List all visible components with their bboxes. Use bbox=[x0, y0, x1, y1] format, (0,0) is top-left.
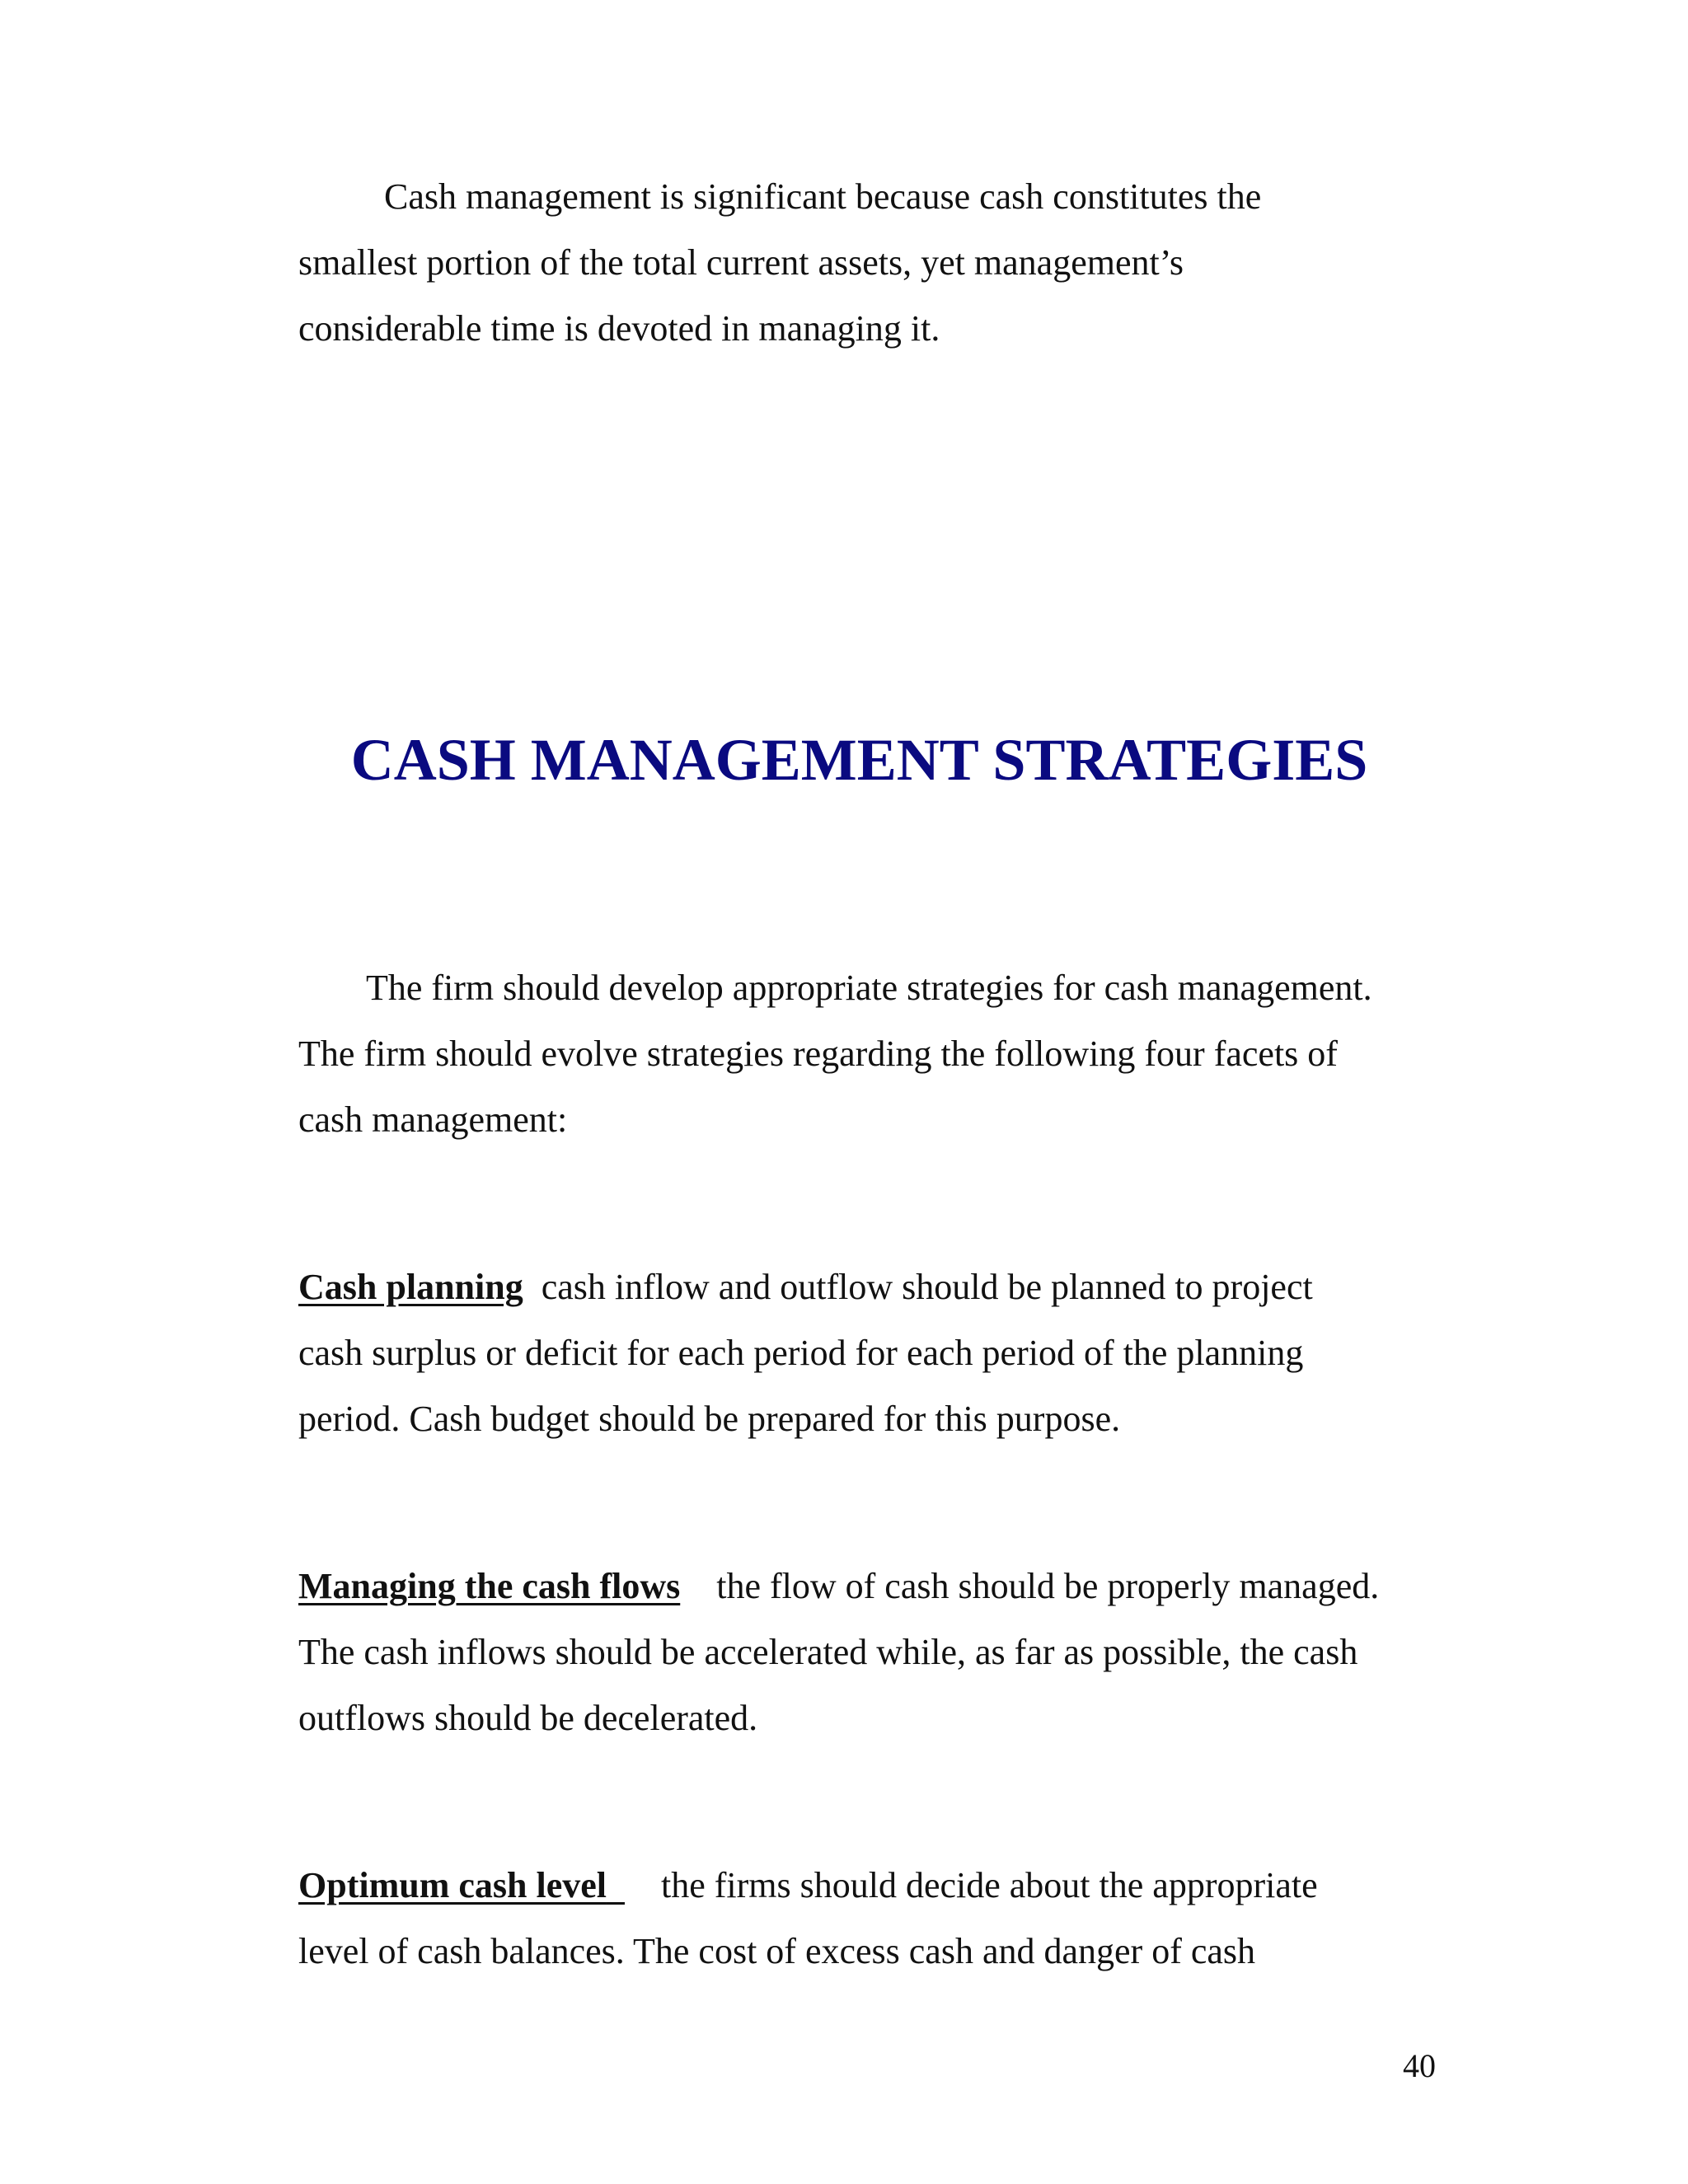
strategies-intro-line-2: The firm should evolve strategies regarding the following four facets of bbox=[298, 1033, 1338, 1074]
intro-line-2: smallest portion of the total current assets, yet management’s bbox=[298, 242, 1184, 283]
cash-planning-text-1: cash inflow and outflow should be planned to project bbox=[541, 1267, 1313, 1307]
optimum-cash-level-line-1 bbox=[298, 1863, 1318, 1909]
managing-cash-flows-line-3: outflows should be decelerated. bbox=[298, 1698, 758, 1738]
cash-planning-line-3: period. Cash budget should be prepared for this purpose. bbox=[298, 1399, 1121, 1439]
managing-cash-flows-line-2: The cash inflows should be accelerated while, as far as possible, the cash bbox=[298, 1632, 1358, 1672]
optimum-cash-level-term: Optimum cash level bbox=[298, 1865, 607, 1905]
cash-planning-line-1 bbox=[298, 1264, 1313, 1310]
page-number: 40 bbox=[1403, 2047, 1436, 2084]
strategies-intro-line-3: cash management: bbox=[298, 1099, 568, 1140]
managing-cash-flows-line-1 bbox=[298, 1563, 1379, 1610]
cash-planning-line-2: cash surplus or deficit for each period for each period of the planning bbox=[298, 1333, 1304, 1373]
managing-cash-flows-term: Managing the cash flows bbox=[298, 1566, 681, 1606]
section-heading: CASH MANAGEMENT STRATEGIES bbox=[350, 727, 1368, 793]
strategies-intro-line-1: The firm should develop appropriate strategies for cash management. bbox=[366, 968, 1372, 1008]
managing-cash-flows-text-1: the flow of cash should be properly managed. bbox=[716, 1566, 1380, 1606]
intro-line-3: considerable time is devoted in managing it. bbox=[298, 308, 940, 349]
cash-planning-term: Cash planning bbox=[298, 1267, 523, 1307]
optimum-cash-level-text-1: the firms should decide about the appropriate bbox=[660, 1865, 1318, 1905]
intro-line-1: Cash management is significant because cash constitutes the bbox=[384, 176, 1262, 217]
optimum-cash-level-line-2: level of cash balances. The cost of excess cash and danger of cash bbox=[298, 1931, 1256, 1971]
